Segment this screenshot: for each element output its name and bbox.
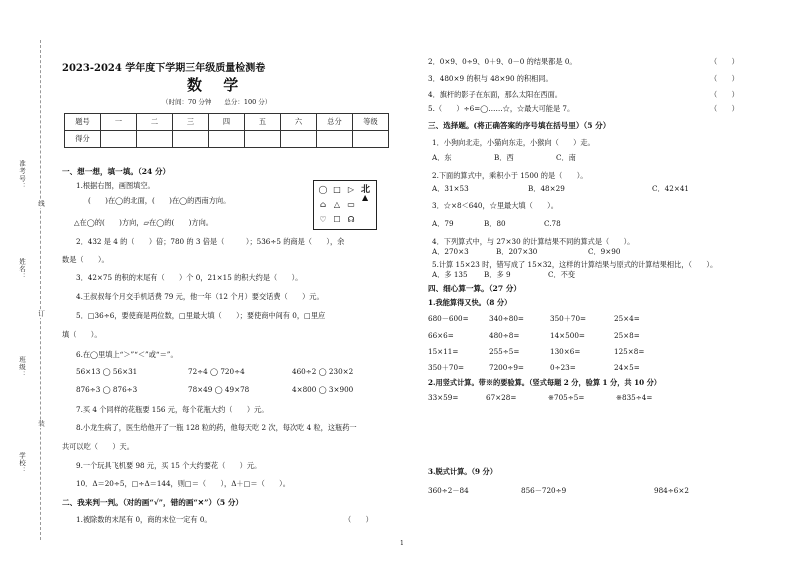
calc-item: 0÷23= [550,363,576,372]
score-cell[interactable] [353,131,389,148]
vertical-calc-item: 67×28= [486,393,517,402]
choice-5-text: 5.计算 15×23 时，错写成了 15×32，这样的计算结果与原式的计算结果相比，（ ）。 [432,260,718,269]
judge-3-answer[interactable]: （ ） [710,74,739,83]
compare-item: 4×800 ◯ 3×900 [292,385,354,394]
choice-4-text: 4．下列算式中，与 27×30 的计算结果不同的算式是（ ）。 [432,237,635,246]
judge-2-text: 2．0×9、0÷9、0＋9、0－0 的结果都是 0。 [428,57,577,66]
q1-line-a: ( )在◯的北面，( )在◯的西南方向。 [88,196,231,205]
choice-option[interactable]: B．48×29 [528,184,565,193]
judge-1-text: 1.被除数的末尾有 0，商的末位一定有 0。 [76,515,212,524]
direction-grid-figure: ◯ □ ▷ ⌂ △ ▭ ♡ ☐ ☊ [313,180,377,230]
choice-option[interactable]: A．多 135 [432,270,468,279]
compare-item: 72÷4 ◯ 720÷4 [188,367,245,376]
binding-line-char: 线 [37,200,45,208]
score-cell[interactable] [173,131,209,148]
compare-item: 460÷2 ◯ 230×2 [292,367,354,376]
score-cell[interactable] [317,131,353,148]
choice-option[interactable]: C．南 [556,153,576,162]
calc-item: 7200÷9= [489,363,524,372]
vertical-calc-item: 33×59= [428,393,459,402]
compare-item: 876÷3 ◯ 876÷3 [76,385,138,394]
calc-item: 350＋70= [428,363,465,372]
choice-option[interactable]: A．270×3 [432,247,469,256]
score-header-cell: 四 [209,114,245,131]
choice-option[interactable]: C.78 [544,219,561,228]
calc-item: 125×8= [614,347,645,356]
vertical-calc-item: ※705÷5= [548,393,585,402]
class-label: 班级： [18,356,26,379]
mixed-calc-item: 984÷6×2 [654,486,689,495]
choice-option[interactable]: A．31×53 [432,184,469,193]
judge-3-text: 3．480×9 的积与 48×90 的积相同。 [428,74,553,83]
q5-text-cont: 填（ ）。 [62,330,102,339]
calc-item: 15×11= [428,347,459,356]
binding-bind-char: 装 [37,420,45,428]
mixed-calc-item: 360÷2－84 [428,486,469,495]
judge-4-answer[interactable]: （ ） [710,90,739,99]
score-cell[interactable] [281,131,317,148]
score-cell[interactable] [101,131,137,148]
calc-item: 14×500= [550,331,585,340]
judge-1-answer[interactable]: （ ） [344,515,373,524]
score-header-cell: 总分 [317,114,353,131]
section-4-title: 四、细心算一算。（27 分） [428,284,521,293]
calc-item: 25×8= [614,331,640,340]
choice-option[interactable]: A．79 [432,219,454,228]
choice-option[interactable]: C．9×90 [588,247,621,256]
q6-text: 6.在◯里填上“＞”“＜”或“＝”。 [76,350,178,359]
score-header-cell: 六 [281,114,317,131]
part-3-title: 3.脱式计算。（9 分） [428,467,497,476]
q10-text: 10．Δ＝20÷5，□÷Δ＝144，则□＝（ ），Δ＋□＝（ ）。 [76,479,290,488]
judge-5-text: 5.（ ）÷6=◯……☆，☆最大可能是 7。 [428,104,575,113]
score-header-cell: 题号 [65,114,101,131]
mixed-calc-item: 856－720÷9 [521,486,567,495]
section-1-title: 一、想一想，填一填。（24 分） [62,167,171,176]
school-label: 学校： [18,452,26,475]
q9-text: 9.一个玩具飞机要 98 元，买 15 个大约要花（ ）元。 [76,461,262,470]
choice-option[interactable]: C．不变 [548,270,576,279]
calc-item: 350＋70= [550,314,587,323]
choice-option[interactable]: A．东 [432,153,452,162]
compare-item: 56×13 ◯ 56×31 [76,367,138,376]
q3-text: 3．42×75 的积的末尾有（ ）个 0，21×15 的积大约是（ ）。 [76,273,303,282]
judge-5-answer[interactable]: （ ） [710,104,739,113]
compare-item: 78×49 ◯ 49×78 [188,385,250,394]
calc-item: 255÷5= [489,347,520,356]
choice-3-text: 3．☆×8＜640，☆里最大填（ ）。 [432,201,558,210]
calc-item: 24×5= [614,363,640,372]
choice-option[interactable]: B．207×30 [496,247,538,256]
north-arrow-icon: ▲ [362,193,369,202]
choice-1-text: 1．小狗向北走，小猫向东走，小猴向（ ）走。 [432,138,595,147]
choice-option[interactable]: C．42×41 [652,184,690,193]
score-header-cell: 五 [245,114,281,131]
choice-option[interactable]: B．西 [494,153,514,162]
score-row-label: 得分 [65,131,101,148]
calc-item: 680－600= [428,314,469,323]
calc-item: 340÷80= [489,314,524,323]
subject-title: 数 学 [187,76,247,94]
score-header-cell: 等级 [353,114,389,131]
binding-staple-char: 订 [37,310,45,318]
q8-text: 8.小龙生病了，医生给他开了一瓶 128 粒的药，他每天吃 2 次，每次吃 4 粒，这瓶药一 [76,423,357,432]
vertical-calc-item: ※835÷4= [616,393,653,402]
score-table [64,113,389,148]
id-label: 准考号： [18,160,26,190]
calc-item: 130×6= [550,347,581,356]
calc-item: 480÷8= [489,331,520,340]
section-3-title: 三、选择题。(将正确答案的序号填在括号里）（5 分） [428,121,611,130]
calc-item: 66×6= [428,331,454,340]
q1-text: 1.根据右图，画图填空。 [76,181,155,190]
part-1-title: 1.我能算得又快。（8 分） [428,298,512,307]
q2-text: 2．432 是 4 的（ ）倍；780 的 3 倍是（ ）；536÷5 的商是（ ），余 [76,237,345,246]
q5-text: 5．□36÷6，要使商是两位数，□里最大填（ ）；要使商中间有 0，□里应 [76,311,326,320]
score-cell[interactable] [245,131,281,148]
part-2-title: 2.用竖式计算。带※的要验算。（竖式每题 2 分，验算 1 分，共 10 分） [428,378,661,387]
choice-2-text: 2.下面的算式中，乘积小于 1500 的是（ ）。 [432,171,588,180]
q2-text-cont: 数是（ ）。 [62,255,109,264]
score-cell[interactable] [209,131,245,148]
binding-line [40,40,41,540]
score-header-cell: 一 [101,114,137,131]
exam-title: 2023-2024 学年度下学期三年级质量检测卷 [62,63,266,74]
q8-text-cont: 共可以吃（ ）天。 [62,442,134,451]
page-number: 1 [400,540,404,547]
score-cell[interactable] [137,131,173,148]
judge-2-answer[interactable]: （ ） [710,57,739,66]
time-info: （时间：70 分钟 总分：100 分） [162,98,272,106]
q1-line-b: △在◯的( )方向，▱在◯的( )方向。 [74,218,213,227]
judge-4-text: 4．旗杆的影子在东面，那么太阳在西面。 [428,90,562,99]
north-label: 北 [361,185,371,195]
name-label: 姓名： [18,258,26,281]
q7-text: 7.买 4 个同样的花瓶要 156 元，每个花瓶大约（ ）元。 [76,405,269,414]
calc-item: 25×4= [614,314,640,323]
choice-option[interactable]: B．多 9 [484,270,511,279]
q4-text: 4.王叔叔每个月交手机话费 79 元，他一年（12 个月）要交话费（ ）元。 [76,292,324,301]
score-header-cell: 二 [137,114,173,131]
section-2-title: 二、我来判一判。（对的画“√”，错的画“✕”）（5 分） [62,498,244,507]
score-header-cell: 三 [173,114,209,131]
choice-option[interactable]: B．80 [484,219,506,228]
